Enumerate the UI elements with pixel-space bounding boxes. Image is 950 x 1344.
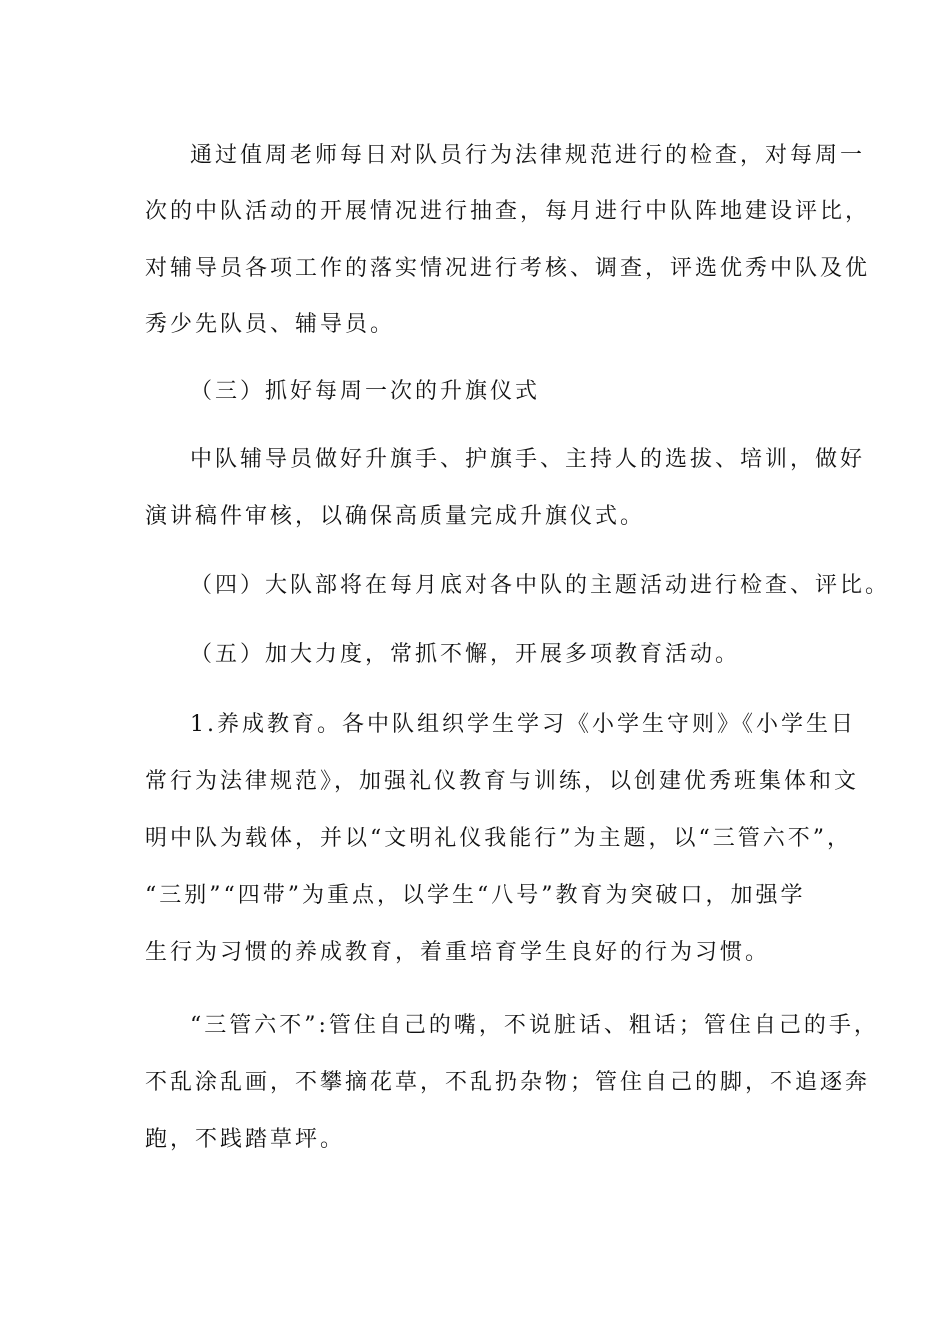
paragraph-flag-line-1: 中队辅导员做好升旗手、护旗手、主持人的选拔、培训，做好 — [190, 447, 866, 472]
section-heading-three: （三）抓好每周一次的升旗仪式 — [190, 379, 541, 404]
section-heading-five: （五）加大力度，常抓不懈，开展多项教育活动。 — [190, 642, 741, 667]
paragraph-habits-line-4: “三别”“四带”为重点，以学生“八号”教育为突破口，加强学 — [145, 883, 806, 908]
section-heading-four: （四）大队部将在每月底对各中队的主题活动进行检查、评比。 — [190, 573, 891, 598]
paragraph-inspection-line-3: 对辅导员各项工作的落实情况进行考核、调查，评选优秀中队及优 — [145, 256, 871, 281]
paragraph-rules-line-2: 不乱涂乱画，不攀摘花草，不乱扔杂物；管住自己的脚，不追逐奔 — [145, 1070, 871, 1095]
paragraph-flag-line-2: 演讲稿件审核，以确保高质量完成升旗仪式。 — [145, 504, 646, 529]
paragraph-habits-line-1: 1.养成教育。各中队组织学生学习《小学生守则》《小学生日 — [190, 712, 856, 737]
paragraph-inspection-line-4: 秀少先队员、辅导员。 — [145, 312, 396, 337]
paragraph-inspection-line-1: 通过值周老师每日对队员行为法律规范进行的检查，对每周一 — [190, 143, 866, 168]
paragraph-habits-line-2: 常行为法律规范》，加强礼仪教育与训练，以创建优秀班集体和文 — [145, 769, 860, 794]
paragraph-inspection-line-2: 次的中队活动的开展情况进行抽查，每月进行中队阵地建设评比， — [145, 199, 871, 224]
paragraph-rules-line-1: “三管六不”:管住自己的嘴，不说脏话、粗话；管住自己的手， — [190, 1013, 879, 1038]
paragraph-habits-line-3: 明中队为载体，并以“文明礼仪我能行”为主题，以“三管六不”， — [145, 826, 852, 851]
paragraph-rules-line-3: 跑，不践踏草坪。 — [145, 1127, 346, 1152]
paragraph-habits-line-5: 生行为习惯的养成教育，着重培育学生良好的行为习惯。 — [145, 940, 771, 965]
